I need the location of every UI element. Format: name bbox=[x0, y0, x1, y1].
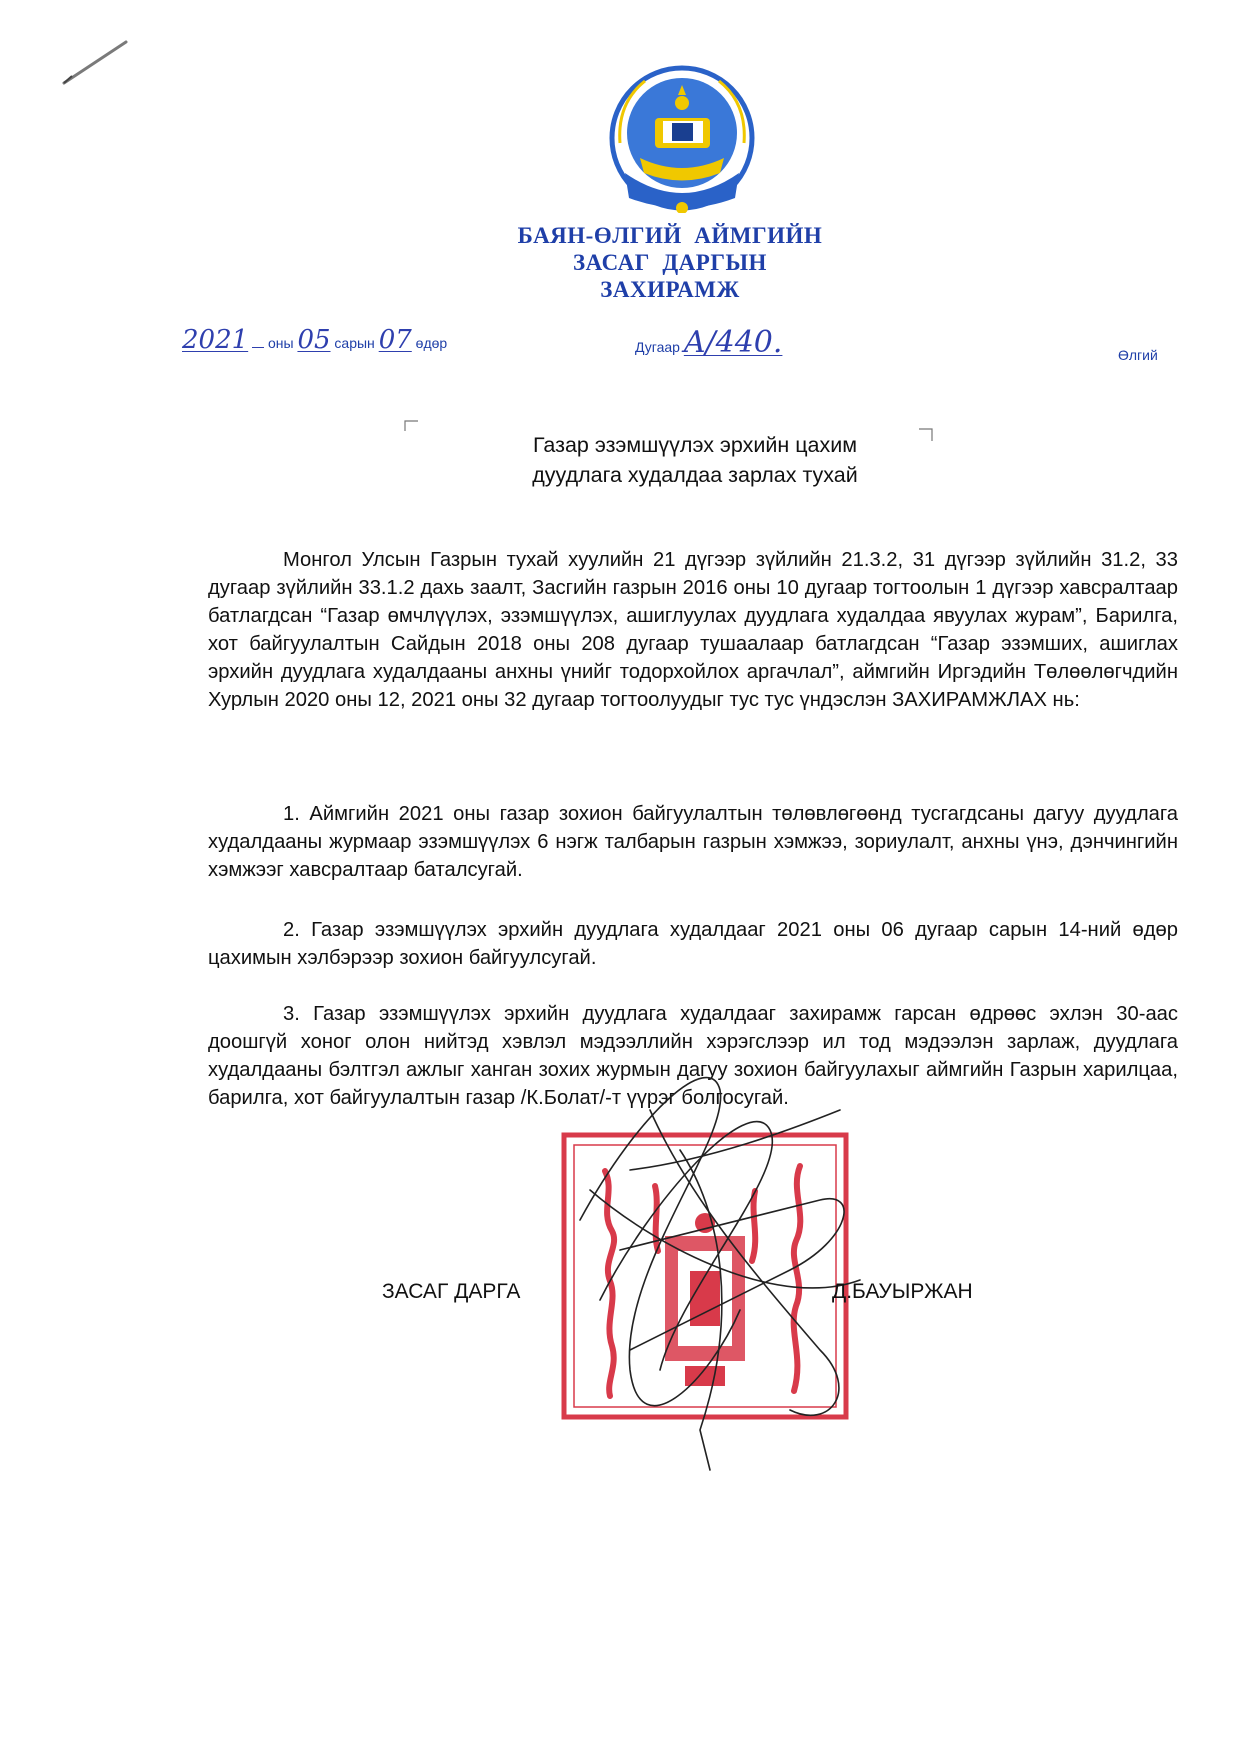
date-month: 05 bbox=[297, 325, 331, 355]
state-emblem bbox=[605, 63, 760, 213]
bracket-left-mark bbox=[404, 420, 420, 432]
place-name: Өлгий bbox=[1118, 347, 1158, 363]
preamble-paragraph bbox=[208, 546, 1178, 714]
subject-line-2: дуудлага худалдаа зарлах тухай bbox=[532, 463, 858, 487]
date-day-label: өдөр bbox=[415, 335, 448, 351]
preamble-text: Монгол Улсын Газрын тухай хуулийн 21 дүгээр зүйлийн 21.3.2, 31 дүгээр зүйлийн 31.2, 33 дугаар зүйлийн 33.1.2 дахь заалт, Засгийн газрын 2016 оны 10 дугаар тогтоолын 1 дүгээр хавсралтаар батлагдсан “Газар өмчлүүлэх, эзэмшүүлэх, ашиглуулах дуудлага худалдаа явуулах журам”, Барилга, хот байгуулалтын Сайдын 2018 оны 208 дугаар тушаалаар батлагдсан “Газар эзэмших, ашиглах эрхийн дуудлага худалдааны анхны үнийг тодорхойлох аргачлал”, аймгийн Иргэдийн Төлөөлөгчдийн Хурлын 2020 оны 12, 2021 оны 32 дугаар тогтоолуудыг тус тус үндэслэн bbox=[208, 549, 1178, 711]
bracket-right-mark bbox=[918, 428, 934, 442]
pen-mark bbox=[60, 38, 130, 88]
item-2-text: 2. Газар эзэмшүүлэх эрхийн дуудлага худалдааг 2021 оны 06 дугаар сарын 14-ний өдөр цахимын хэлбэрээр зохион байгуулсугай. bbox=[208, 919, 1178, 969]
item-2-paragraph bbox=[208, 916, 1178, 972]
header-line-3: ЗАХИРАМЖ bbox=[600, 277, 740, 302]
item-1-paragraph bbox=[208, 800, 1178, 884]
item-3-text: 3. Газар эзэмшүүлэх эрхийн дуудлага худалдааг захирамж гарсан өдрөөс эхлэн 30-аас доошгүй хоног олон нийтэд хэвлэл мэдээллийн хэрэгслээр ил тод мэдээлэн зарлаж, дуудлага худалдааны бэлтгэл ажлыг ханган зохих журмын дагуу зохион байгуулахыг аймгийн Газрын харилцаа, барилга, хот байгуулалтын газар /К.Болат/-т үүрэг болгосугай. bbox=[208, 1003, 1178, 1109]
header-line-1: БАЯН-ӨЛГИЙ АЙМГИЙН bbox=[517, 223, 823, 248]
decree-subject bbox=[480, 430, 910, 490]
decree-number bbox=[635, 325, 782, 360]
handwritten-signature bbox=[560, 1050, 880, 1480]
signatory-title: ЗАСАГ ДАРГА bbox=[382, 1280, 521, 1303]
number-value: A/440. bbox=[683, 325, 783, 360]
subject-line-1: Газар эзэмшүүлэх эрхийн цахим bbox=[532, 433, 858, 457]
decree-suffix: нь: bbox=[1052, 689, 1080, 711]
decree-word: ЗАХИРАМЖЛАХ bbox=[892, 689, 1047, 711]
date-day: 07 bbox=[378, 325, 412, 355]
date-year-label: оны bbox=[267, 335, 294, 351]
date-year: 2021 bbox=[182, 325, 249, 355]
date-month-label: сарын bbox=[334, 335, 375, 351]
header-line-2: ЗАСАГ ДАРГЫН bbox=[573, 250, 767, 275]
decree-header bbox=[470, 222, 870, 303]
number-label: Дугаар bbox=[635, 339, 680, 355]
signatory-name: Д.БАУЫРЖАН bbox=[832, 1280, 973, 1303]
item-1-text: 1. Аймгийн 2021 оны газар зохион байгуулалтын төлөвлөгөөнд тусгагдсаны дагуу дуудлага худалдааны журмаар эзэмшүүлэх 6 нэгж талбарын газрын хэмжээ, зориулалт, анхны үнэ, дэнчингийн хэмжээг хавсралтаар баталсугай. bbox=[208, 803, 1178, 881]
date-line bbox=[182, 325, 447, 355]
